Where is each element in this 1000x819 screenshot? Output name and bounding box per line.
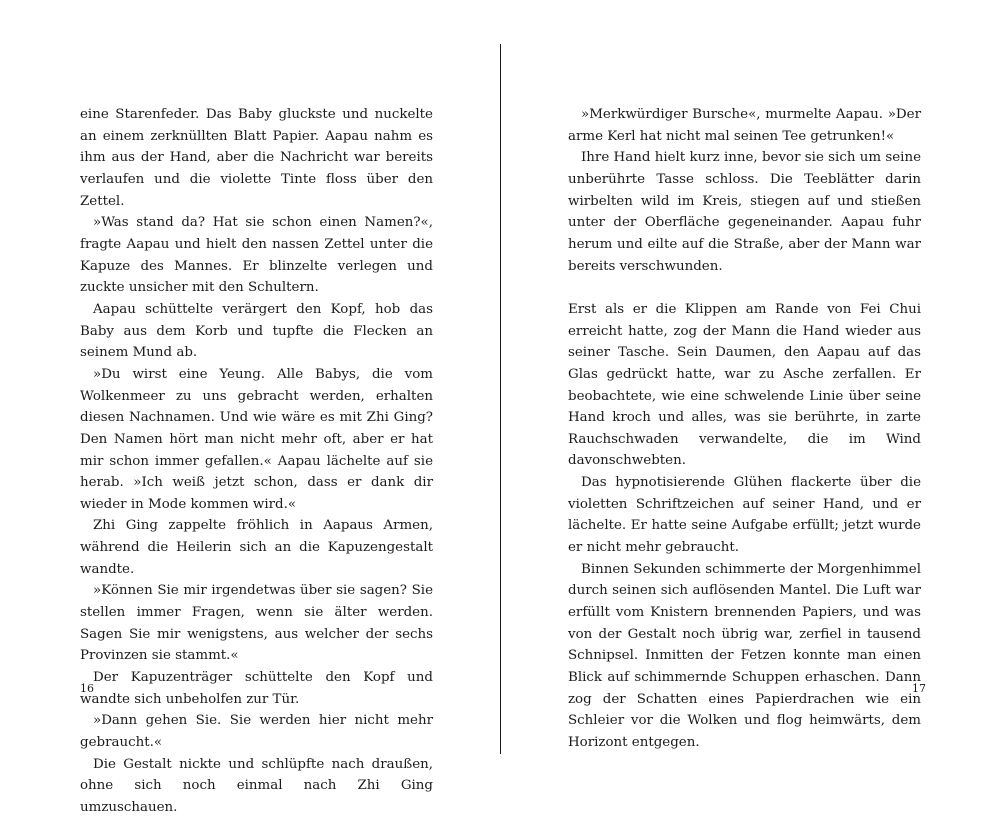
- paragraph-section-start: Erst als er die Klippen am Rande von Fei Chui erreicht hatte, zog der Mann die Hand wieder aus seiner Tasche. Sein Daumen, den Aapau auf das Glas gedrückt hatte, war zu Asche zerfallen. Er beobachtete, wie eine schwelende Linie über seine Hand kroch und alles, was sie berührte, in zarte Rauchschwaden verwandelte, die im Wind davonschwebten.: [568, 301, 921, 469]
- paragraph: »Merkwürdiger Bursche«, murmelte Aapau. »Der arme Kerl hat nicht mal seinen Tee getrunken!«: [568, 107, 921, 144]
- paragraph: Die Gestalt nickte und schlüpfte nach draußen, ohne sich noch einmal nach Zhi Ging umzuschauen.: [80, 756, 433, 815]
- paragraph: Zhi Ging zappelte fröhlich in Aapaus Armen, während die Heilerin sich an die Kapuzengestalt wandte.: [80, 518, 433, 577]
- left-page-text: [80, 104, 433, 819]
- paragraph: Das hypnotisierende Glühen flackerte über die violetten Schriftzeichen auf seiner Hand, und er lächelte. Er hatte seine Aufgabe erfüllt; jetzt wurde er nicht mehr gebraucht.: [568, 475, 921, 556]
- paragraph: »Du wirst eine Yeung. Alle Babys, die vom Wolkenmeer zu uns gebracht werden, erhalten diesen Nachnamen. Und wie wäre es mit Zhi Ging? Den Namen hört man nicht mehr oft, aber er hat mir schon immer gefallen.« Aapau lächelte auf sie herab. »Ich weiß jetzt schon, dass er dank dir wieder in Mode kommen wird.«: [80, 366, 433, 512]
- page-number-left: 16: [80, 682, 94, 695]
- paragraph: Aapau schüttelte verärgert den Kopf, hob das Baby aus dem Korb und tupfte die Flecken an seinem Mund ab.: [80, 301, 433, 361]
- paragraph: eine Starenfeder. Das Baby gluckste und nuckelte an einem zerknüllten Blatt Papier. Aapau nahm es ihm aus der Hand, aber die Nachricht war bereits verlaufen und die violette Tinte floss über den Zettel.: [80, 107, 433, 209]
- left-page: [0, 0, 500, 815]
- paragraph: Binnen Sekunden schimmerte der Morgenhimmel durch seinen sich auflösenden Mantel. Die Luft war erfüllt vom Knistern brennenden Papiers, und was von der Gestalt noch übrig war, zerfiel in tausend Schnipsel. Inmitten der Fetzen konnte man einen Blick auf schimmernde Schuppen erhaschen. Dann zog der Schatten eines Papierdrachen wie ein Schleier vor die Wolken und flog heimwärts, dem Horizont entgegen.: [568, 561, 921, 751]
- paragraph: »Dann gehen Sie. Sie werden hier nicht mehr gebraucht.«: [80, 713, 433, 751]
- paragraph: »Was stand da? Hat sie schon einen Namen?«, fragte Aapau und hielt den nassen Zettel unter die Kapuze des Mannes. Er blinzelte verlegen und zuckte unsicher mit den Schultern.: [80, 215, 433, 296]
- right-page: [500, 0, 1000, 800]
- paragraph: Ihre Hand hielt kurz inne, bevor sie sich um seine unberührte Tasse schloss. Die Teeblätter darin wirbelten wild im Kreis, stiegen auf und stießen unter der Oberfläche gegeneinander. Aapau fuhr herum und eilte auf die Straße, aber der Mann war bereits verschwunden.: [568, 150, 921, 274]
- paragraph: »Können Sie mir irgendetwas über sie sagen? Sie stellen immer Fragen, wenn sie älter werden. Sagen Sie mir wenigstens, aus welcher der sechs Provinzen sie stammt.«: [80, 583, 433, 664]
- page-number-right: 17: [912, 682, 926, 695]
- paragraph: Der Kapuzenträger schüttelte den Kopf und wandte sich unbeholfen zur Tür.: [80, 670, 433, 707]
- right-page-text: [568, 104, 921, 754]
